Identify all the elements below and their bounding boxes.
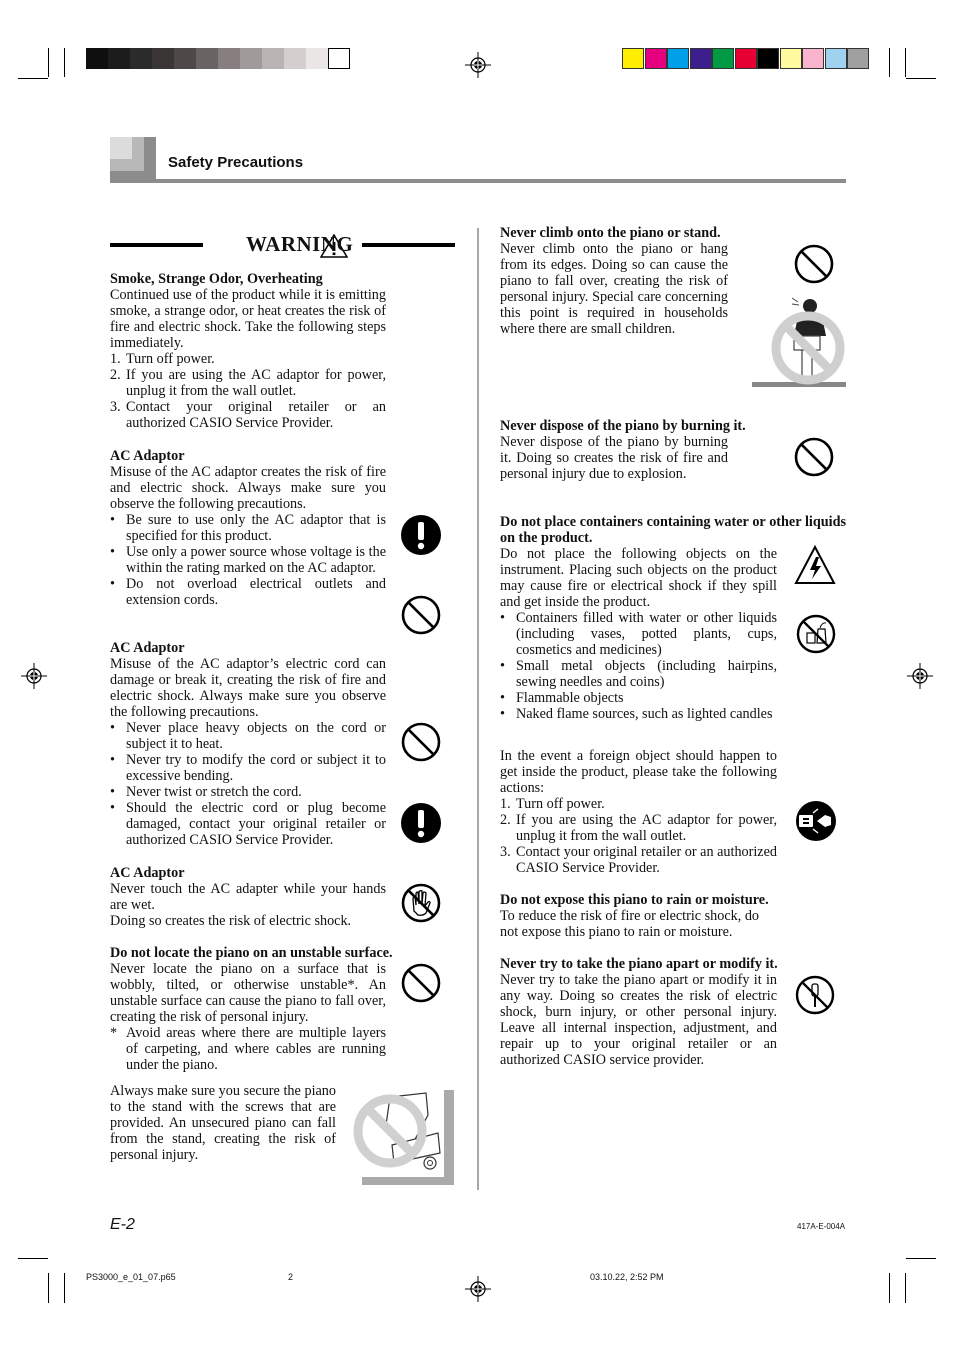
color-swatch [757, 48, 779, 69]
piano-falling-illustration [350, 1085, 456, 1185]
sheet-number: 2 [288, 1272, 294, 1282]
section-tab-icon [110, 137, 156, 183]
body-burn: Never dispose of the piano by burning it. Doing so creates the risk of fire and personal injury due to explosion. [500, 434, 728, 482]
registration-mark-right [907, 663, 933, 689]
section-unstable-surface [110, 945, 393, 1073]
no-wet-hands-icon [401, 883, 441, 923]
section-ac-adaptor-1 [110, 448, 386, 608]
color-swatch [667, 48, 689, 69]
color-swatch [622, 48, 644, 69]
heading-climb: Never climb onto the piano or stand. [500, 225, 721, 241]
section-ac-adaptor-2 [110, 640, 386, 848]
mandatory-exclamation-icon [401, 515, 441, 555]
gray-swatch [130, 48, 152, 69]
gray-swatch [328, 48, 350, 69]
prohibited-icon [401, 722, 441, 762]
section-climb [500, 225, 728, 337]
body-unstable: Never locate the piano on a surface that is wobbly, tilted, or otherwise unstable*. An unstable surface can cause the piano to fall over, creating the risk of personal injury. [110, 961, 386, 1025]
list-item: • Small metal objects (including hairpins, sewing needles and coins) [500, 658, 777, 690]
footnote: * Avoid areas where there are multiple layers of carpeting, and where cables are running under the piano. [110, 1025, 386, 1073]
color-swatch [690, 48, 712, 69]
list-item: 2. If you are using the AC adaptor for power, unplug it from the wall outlet. [500, 812, 777, 844]
gray-swatch [284, 48, 306, 69]
gray-swatch [108, 48, 130, 69]
color-swatch [780, 48, 802, 69]
heading-burn: Never dispose of the piano by burning it. [500, 418, 746, 434]
gray-swatch [262, 48, 284, 69]
electric-shock-warning-icon [794, 545, 836, 585]
color-swatch [645, 48, 667, 69]
color-swatch [847, 48, 869, 69]
gray-swatch [86, 48, 108, 69]
list-item: • Naked flame sources, such as lighted candles [500, 706, 773, 722]
prohibited-icon [794, 437, 834, 477]
heading-smoke: Smoke, Strange Odor, Overheating [110, 271, 323, 287]
section-smoke [110, 271, 386, 431]
page-number: E-2 [110, 1216, 135, 1233]
section-ac-adaptor-3 [110, 865, 386, 929]
color-swatch [802, 48, 824, 69]
heading-modify: Never try to take the piano apart or modify it. [500, 956, 778, 972]
body-foreign: In the event a foreign object should happen to get inside the product, please take the following actions: [500, 748, 777, 796]
heading-rain: Do not expose this piano to rain or moisture. [500, 892, 769, 908]
mandatory-exclamation-icon [401, 803, 441, 843]
section-burn [500, 418, 746, 482]
body-modify: Never try to take the piano apart or modify it in any way. Doing so creates the risk of electric shock, burn injury, or other personal injury. Leave all internal inspection, adjustment, and repair up to your original retailer or an authorized CASIO service provider. [500, 972, 777, 1068]
child-climbing-illustration [752, 292, 846, 390]
heading-ac-adaptor: AC Adaptor [110, 448, 185, 464]
section-rain [500, 892, 777, 940]
section-title: Safety Precautions [168, 154, 304, 171]
prohibited-icon [401, 595, 441, 635]
body-climb: Never climb onto the piano or hang from its edges. Doing so can cause the piano to fall over, creating the risk of personal injury. Special care concerning this point is required in households where there are small children. [500, 241, 728, 337]
list-item: • Never twist or stretch the cord. [110, 784, 302, 800]
no-liquid-containers-icon [796, 614, 836, 654]
heading-water: Do not place containers containing water or other liquids on the product. [500, 514, 846, 546]
list-item: 2. If you are using the AC adaptor for power, unplug it from the wall outlet. [110, 367, 386, 399]
body-rain: To reduce the risk of fire or electric shock, do not expose this piano to rain or moisture. [500, 908, 760, 940]
list-item: 3. Contact your original retailer or an authorized CASIO Service Provider. [500, 844, 777, 876]
color-swatch [825, 48, 847, 69]
body-ac-adaptor: Misuse of the AC adaptor’s electric cord can damage or break it, creating the risk of fire and electric shock. Always make sure you observe the following precautions. [110, 656, 386, 720]
list-item: • Never try to modify the cord or subject it to excessive bending. [110, 752, 386, 784]
gray-swatch [174, 48, 196, 69]
gray-swatch [218, 48, 240, 69]
body-smoke: Continued use of the product while it is emitting smoke, a strange odor, or heat creates the risk of fire and electric shock. Take the following steps immediately. [110, 287, 386, 351]
list-item: • Be sure to use only the AC adaptor that is specified for this product. [110, 512, 386, 544]
file-name: PS3000_e_01_07.p65 [86, 1272, 176, 1282]
registration-mark-bottom [465, 1276, 491, 1302]
doc-code: 417A-E-004A [797, 1222, 846, 1231]
print-datetime: 03.10.22, 2:52 PM [590, 1272, 664, 1282]
body-secure: Always make sure you secure the piano to the stand with the screws that are provided. An unsecured piano can fall from the stand, creating the risk of personal injury. [110, 1083, 336, 1163]
warning-banner [110, 232, 455, 258]
body-ac-adaptor: Misuse of the AC adaptor creates the risk of fire and electric shock. Always make sure you observe the following precautions. [110, 464, 386, 512]
warning-title: WARNING [246, 232, 354, 256]
heading-ac-adaptor: AC Adaptor [110, 865, 185, 881]
color-swatch [735, 48, 757, 69]
body-ac-adaptor-2: Doing so creates the risk of electric shock. [110, 913, 352, 929]
gray-swatch [240, 48, 262, 69]
registration-mark-top [465, 52, 491, 78]
gray-swatch [152, 48, 174, 69]
section-water-heading [500, 514, 846, 546]
list-item: • Do not overload electrical outlets and extension cords. [110, 576, 386, 608]
list-item: • Containers filled with water or other liquids (including vases, potted plants, cups, cosmetics and medicines) [500, 610, 777, 658]
list-item: 1. Turn off power. [500, 796, 605, 812]
heading-ac-adaptor: AC Adaptor [110, 640, 185, 656]
section-water [500, 546, 777, 722]
column-divider [477, 228, 479, 1190]
color-swatch [712, 48, 734, 69]
list-item: • Never place heavy objects on the cord or subject it to heat. [110, 720, 386, 752]
list-item: • Flammable objects [500, 690, 624, 706]
section-secure-stand [110, 1083, 336, 1163]
heading-unstable: Do not locate the piano on an unstable surface. [110, 945, 393, 961]
list-item: • Should the electric cord or plug become damaged, contact your original retailer or authorized CASIO Service Provider. [110, 800, 386, 848]
gray-swatch [196, 48, 218, 69]
list-item: 1. Turn off power. [110, 351, 215, 367]
list-item: 3. Contact your original retailer or an authorized CASIO Service Provider. [110, 399, 386, 431]
header-rule [156, 179, 846, 183]
gray-swatch [306, 48, 328, 69]
unplug-icon [795, 800, 837, 842]
section-modify [500, 956, 777, 1068]
registration-mark-left [21, 663, 47, 689]
prohibited-icon [401, 963, 441, 1003]
body-water: Do not place the following objects on the instrument. Placing such objects on the product may cause fire or electrical shock if they spill and get inside the product. [500, 546, 777, 610]
prohibited-icon [794, 244, 834, 284]
no-disassembly-icon [795, 975, 835, 1015]
list-item: • Use only a power source whose voltage is the within the rating marked on the AC adaptor. [110, 544, 386, 576]
body-ac-adaptor: Never touch the AC adapter while your hands are wet. [110, 881, 386, 913]
section-foreign-object [500, 748, 777, 876]
